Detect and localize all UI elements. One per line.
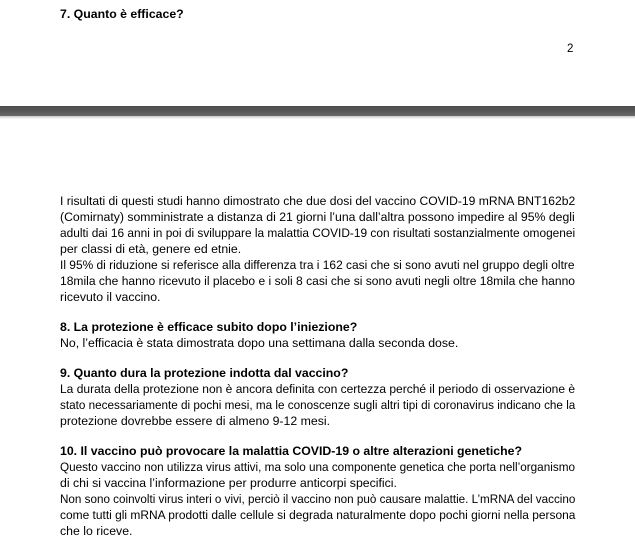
text-line: I risultati di questi studi hanno dimostrato che due dosi del vaccino COVID-19 mRNA BNT162b2 bbox=[60, 194, 576, 208]
page-break-shadow bbox=[0, 116, 635, 119]
text-line: protezione dovrebbe essere di almeno 9-12 mesi. bbox=[60, 414, 331, 428]
section-heading-8: 8. La protezione è efficace subito dopo l’iniezione? bbox=[60, 320, 358, 334]
intro-paragraph bbox=[60, 193, 575, 305]
page-break-divider bbox=[0, 106, 635, 116]
text-line: La durata della protezione non è ancora definita con certezza perché il periodo di osservazione è bbox=[60, 382, 576, 396]
text-line: (Comirnaty) somministrate a distanza di 21 giorni l’una dall’altra possono impedire al 95% degli bbox=[60, 210, 575, 224]
section-10 bbox=[60, 443, 575, 539]
text-line: per classi di età, genere ed etnie. bbox=[60, 242, 242, 256]
section-8 bbox=[60, 319, 575, 351]
previous-page-bottom bbox=[0, 0, 635, 106]
text-line: 18mila che hanno ricevuto il placebo e i soli 8 casi che si sono avuti negli oltre 18mila che hanno bbox=[60, 274, 576, 288]
text-line: adulti dai 16 anni in poi di sviluppare la malattia COVID-19 con risultati sostanzialmente omogenei bbox=[60, 226, 576, 240]
text-line: che lo riceve. bbox=[60, 524, 133, 538]
section-heading-7: 7. Quanto è efficace? bbox=[60, 7, 184, 21]
text-line: di chi si vaccina l’informazione per produrre anticorpi specifici. bbox=[60, 476, 397, 490]
text-line: come tutti gli mRNA prodotti dalle cellule si degrada naturalmente dopo pochi giorni nella persona bbox=[60, 508, 576, 522]
text-line: Il 95% di riduzione si referisce alla differenza tra i 162 casi che si sono avuti nel gruppo degli oltre bbox=[60, 258, 575, 272]
page-number: 2 bbox=[567, 43, 574, 55]
section-9 bbox=[60, 365, 575, 429]
text-line: No, l’efficacia è stata dimostrata dopo una settimana dalla seconda dose. bbox=[60, 336, 459, 350]
section-heading-10: 10. Il vaccino può provocare la malattia COVID-19 o altre alterazioni genetiche? bbox=[60, 444, 522, 458]
text-line: Questo vaccino non utilizza virus attivi, ma solo una componente genetica che porta nell’organismo bbox=[60, 460, 575, 474]
section-heading-9: 9. Quanto dura la protezione indotta dal vaccino? bbox=[60, 366, 349, 380]
text-line: Non sono coinvolti virus interi o vivi, perciò il vaccino non può causare malattie. L’mRNA del vaccino bbox=[60, 492, 576, 506]
text-line: stato necessariamente di pochi mesi, ma le conoscenze sugli altri tipi di coronavirus indicano che la bbox=[60, 398, 576, 412]
text-line: ricevuto il vaccino. bbox=[60, 290, 161, 304]
